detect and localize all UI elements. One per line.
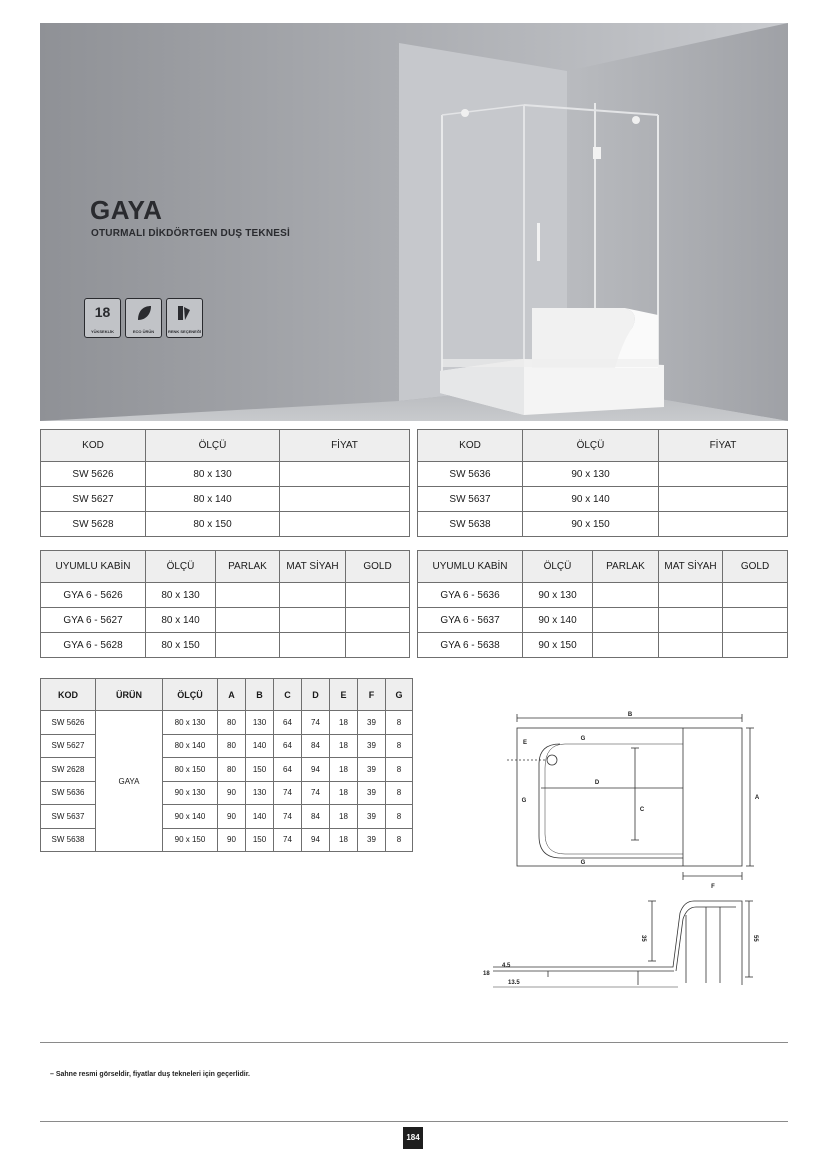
cell: 90 x 130 (523, 583, 593, 608)
cell: SW 5637 (418, 487, 523, 512)
cell: SW 5636 (418, 462, 523, 487)
cell: 39 (358, 711, 386, 735)
price-cell (659, 462, 788, 487)
cell: 39 (358, 805, 386, 829)
cell (346, 608, 410, 633)
col-g: G (386, 679, 413, 711)
eco-leaf-icon (135, 304, 153, 322)
cell: SW 5626 (41, 462, 146, 487)
col-olcu: ÖLÇÜ (146, 430, 280, 462)
cell: SW 5627 (41, 487, 146, 512)
cell: 8 (386, 805, 413, 829)
cell (723, 633, 788, 658)
table-row (418, 487, 788, 512)
cell: SW 5637 (41, 805, 96, 829)
cell: 74 (274, 828, 302, 852)
cell: GYA 6 - 5637 (418, 608, 523, 633)
label-4-5: 4.5 (502, 963, 511, 969)
cell: SW 5627 (41, 734, 96, 758)
color-caption: RENK SEÇENEĞİ (167, 329, 202, 334)
cell: SW 2628 (41, 758, 96, 782)
label-g-left: G (521, 798, 527, 804)
cell: 84 (302, 734, 330, 758)
cell: 74 (274, 781, 302, 805)
cell: 8 (386, 828, 413, 852)
section-view-diagram (478, 895, 770, 990)
cell (346, 633, 410, 658)
col-fiyat: FİYAT (280, 430, 410, 462)
table-row (418, 512, 788, 537)
cell: 80 (218, 758, 246, 782)
table-row (41, 487, 410, 512)
col-mat-siyah: MAT SİYAH (659, 551, 723, 583)
table-row (41, 608, 410, 633)
cell: 80 x 140 (146, 608, 216, 633)
cell: 64 (274, 758, 302, 782)
cell: 64 (274, 734, 302, 758)
col-olcu: ÖLÇÜ (523, 430, 659, 462)
height-caption: YÜKSEKLİK (90, 329, 115, 334)
cell: 8 (386, 711, 413, 735)
cell (216, 608, 280, 633)
cell: 130 (246, 711, 274, 735)
cell: 80 x 130 (163, 711, 218, 735)
cell: 90 x 130 (523, 462, 659, 487)
cell (280, 633, 346, 658)
table-row (41, 583, 410, 608)
cell: 94 (302, 758, 330, 782)
cell: 140 (246, 734, 274, 758)
col-olcu: ÖLÇÜ (523, 551, 593, 583)
col-a: A (218, 679, 246, 711)
cell: 84 (302, 805, 330, 829)
label-d: D (594, 780, 600, 786)
cell: 80 x 130 (146, 583, 216, 608)
table-row (41, 462, 410, 487)
col-c: C (274, 679, 302, 711)
height-badge (84, 298, 121, 338)
col-d: D (302, 679, 330, 711)
cell: 74 (302, 781, 330, 805)
cell: 80 x 130 (146, 462, 280, 487)
col-kod: KOD (41, 679, 96, 711)
cell: 94 (302, 828, 330, 852)
cell: 80 x 150 (163, 758, 218, 782)
cell (593, 583, 659, 608)
cell (659, 608, 723, 633)
col-fiyat: FİYAT (659, 430, 788, 462)
price-cell (280, 462, 410, 487)
feature-badges (84, 298, 203, 338)
cell: GYA 6 - 5636 (418, 583, 523, 608)
col-b: B (246, 679, 274, 711)
cell: 130 (246, 781, 274, 805)
table-row (418, 462, 788, 487)
divider (40, 1121, 788, 1122)
page-number: 184 (403, 1127, 423, 1149)
cell: 8 (386, 758, 413, 782)
cell (346, 583, 410, 608)
label-a: A (754, 795, 760, 801)
cell: 39 (358, 758, 386, 782)
cell: 90 x 150 (523, 512, 659, 537)
price-table-left (40, 429, 410, 537)
footnote: – Sahne resmi görseldir, fiyatlar duş tekneleri için geçerlidir. (50, 1071, 250, 1078)
label-g-bottom: G (580, 860, 586, 866)
product-subtitle: OTURMALI DİKDÖRTGEN DUŞ TEKNESİ (91, 228, 290, 239)
cell: 150 (246, 828, 274, 852)
cell: SW 5628 (41, 512, 146, 537)
cell: 18 (330, 828, 358, 852)
cabin-table-left (40, 550, 410, 658)
cell: 80 (218, 711, 246, 735)
cell (593, 633, 659, 658)
table-row (41, 512, 410, 537)
cell (723, 583, 788, 608)
cell: 80 x 140 (163, 734, 218, 758)
cell: 90 x 140 (523, 608, 593, 633)
cell (280, 583, 346, 608)
cell: GYA 6 - 5638 (418, 633, 523, 658)
cell: 80 (218, 734, 246, 758)
cell: 39 (358, 734, 386, 758)
cell: SW 5636 (41, 781, 96, 805)
cell: 39 (358, 781, 386, 805)
col-uyumlu-kabin: UYUMLU KABİN (418, 551, 523, 583)
cell: 150 (246, 758, 274, 782)
label-18: 18 (483, 971, 490, 977)
height-value: 18 (94, 304, 111, 320)
cell: 39 (358, 828, 386, 852)
label-13-5: 13.5 (508, 980, 520, 986)
table-row (41, 711, 413, 735)
label-b: B (627, 712, 633, 718)
cell: 90 x 140 (523, 487, 659, 512)
hero-image (40, 23, 788, 421)
divider (40, 1042, 788, 1043)
cell (216, 583, 280, 608)
cell: 18 (330, 758, 358, 782)
cell: 90 x 150 (163, 828, 218, 852)
col-mat-siyah: MAT SİYAH (280, 551, 346, 583)
label-35: 35 (640, 935, 646, 942)
plan-view-diagram (505, 708, 765, 890)
table-row (418, 583, 788, 608)
cell: SW 5638 (418, 512, 523, 537)
cell: 140 (246, 805, 274, 829)
label-g-top: G (580, 736, 586, 742)
cell: 90 x 130 (163, 781, 218, 805)
col-olcu: ÖLÇÜ (163, 679, 218, 711)
col-parlak: PARLAK (216, 551, 280, 583)
cell: 90 (218, 805, 246, 829)
product-name-cell: GAYA (96, 711, 163, 852)
col-gold: GOLD (346, 551, 410, 583)
label-e: E (522, 740, 528, 746)
cell: 18 (330, 734, 358, 758)
col-e: E (330, 679, 358, 711)
col-kod: KOD (418, 430, 523, 462)
color-palette-icon (176, 304, 194, 322)
product-title: GAYA (90, 195, 163, 225)
col-gold: GOLD (723, 551, 788, 583)
table-row (41, 633, 410, 658)
col-kod: KOD (41, 430, 146, 462)
eco-caption: ECO ÜRÜN (132, 329, 155, 334)
cell: SW 5638 (41, 828, 96, 852)
col-uyumlu-kabin: UYUMLU KABİN (41, 551, 146, 583)
col-f: F (358, 679, 386, 711)
cell: 80 x 140 (146, 487, 280, 512)
col-urun: ÜRÜN (96, 679, 163, 711)
cell (723, 608, 788, 633)
cell: 90 x 150 (523, 633, 593, 658)
price-cell (659, 487, 788, 512)
color-badge (166, 298, 203, 338)
cell: 90 x 140 (163, 805, 218, 829)
eco-badge (125, 298, 162, 338)
table-row (418, 608, 788, 633)
cell (216, 633, 280, 658)
cell: 90 (218, 828, 246, 852)
price-cell (280, 512, 410, 537)
cell: GYA 6 - 5626 (41, 583, 146, 608)
cell: 80 x 150 (146, 633, 216, 658)
cell: GYA 6 - 5627 (41, 608, 146, 633)
cell: 18 (330, 781, 358, 805)
label-f: F (711, 884, 715, 890)
cell (593, 608, 659, 633)
cell: GYA 6 - 5628 (41, 633, 146, 658)
table-row (418, 633, 788, 658)
cell: 74 (302, 711, 330, 735)
cell (280, 608, 346, 633)
cell: 8 (386, 734, 413, 758)
dimension-table (40, 678, 413, 852)
cell: 18 (330, 711, 358, 735)
cell: 18 (330, 805, 358, 829)
cell: 80 x 150 (146, 512, 280, 537)
price-cell (280, 487, 410, 512)
cell: SW 5626 (41, 711, 96, 735)
cell: 74 (274, 805, 302, 829)
price-cell (659, 512, 788, 537)
cell (659, 633, 723, 658)
cell (659, 583, 723, 608)
col-parlak: PARLAK (593, 551, 659, 583)
cell: 64 (274, 711, 302, 735)
cell: 90 (218, 781, 246, 805)
cell: 8 (386, 781, 413, 805)
label-55: 55 (752, 935, 758, 942)
price-table-right (417, 429, 788, 537)
cabin-table-right (417, 550, 788, 658)
label-c: C (639, 807, 645, 813)
col-olcu: ÖLÇÜ (146, 551, 216, 583)
